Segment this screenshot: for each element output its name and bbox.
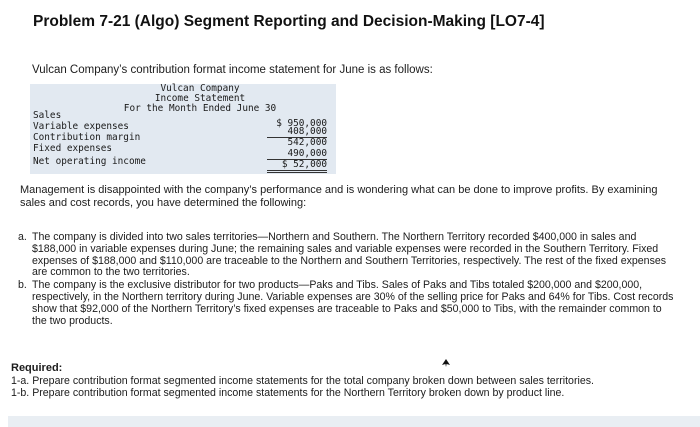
statement-row-contribution-margin bbox=[33, 132, 333, 148]
required-item-1b: 1-b. Prepare contribution format segmented income statements for the Northern Territory broken down by product line. bbox=[11, 387, 565, 399]
item-marker: a. bbox=[18, 231, 27, 243]
intro-text: Vulcan Company’s contribution format income statement for June is as follows: bbox=[32, 64, 433, 76]
income-statement bbox=[30, 84, 336, 174]
row-amount: 408,000 bbox=[267, 126, 327, 138]
row-label: Variable expenses bbox=[33, 121, 129, 132]
mouse-cursor-icon bbox=[442, 359, 450, 367]
row-label: Sales bbox=[33, 110, 62, 121]
statement-period: For the Month Ended June 30 bbox=[123, 103, 277, 114]
row-label: Contribution margin bbox=[33, 132, 141, 143]
required-list bbox=[11, 375, 671, 399]
statement-row-fixed-expenses bbox=[33, 143, 333, 159]
management-paragraph: Management is disappointed with the company’s performance and is wondering what can be done to improve profits. By examining sales and cost records, you have determined the following: bbox=[20, 184, 658, 209]
item-text: The company is the exclusive distributor for two products—Paks and Tibs. Sales of Paks and Tibs totaled $200,000 and $200,000, respectively, in the Northern territory during June. Variable expenses are 30% of the selling price for Paks and 64% for Tibs. Cost records show that $92,000 of the Northern Territory’s fixed expenses are traceable to Paks and $50,000 to Tibs, with the remainder common to the two products. bbox=[32, 279, 674, 327]
row-amount: $ 950,000 bbox=[276, 118, 327, 129]
problem-title: Problem 7-21 (Algo) Segment Reporting and Decision-Making [LO7-4] bbox=[33, 13, 545, 30]
required-item-1a: 1-a. Prepare contribution format segmented income statements for the total company broken down between sales territories. bbox=[11, 375, 594, 387]
row-amount: $ 52,000 bbox=[267, 159, 327, 173]
statement-row-net-operating-income bbox=[33, 156, 333, 170]
statement-name: Income Statement bbox=[154, 93, 246, 104]
required-heading: Required: bbox=[11, 362, 63, 374]
row-label: Fixed expenses bbox=[33, 143, 113, 154]
item-text: The company is divided into two sales territories—Northern and Southern. The Northern Territory recorded $400,000 in sales and $188,000 in variable expenses during June; the remaining sales and variable expenses were recorded in the Southern Territory. Fixed expenses of $188,000 and $110,000 are traceable to the Northern and Southern Territories, respectively. The rest of the fixed expenses are common to the two territories. bbox=[32, 231, 667, 279]
answer-area-strip bbox=[8, 416, 700, 427]
row-amount: 490,000 bbox=[267, 148, 327, 160]
item-marker: b. bbox=[18, 279, 27, 292]
statement-row-variable-expenses bbox=[33, 121, 333, 137]
row-amount: 542,000 bbox=[287, 137, 327, 148]
list-item bbox=[18, 232, 678, 279]
statement-company: Vulcan Company bbox=[160, 83, 240, 94]
row-label: Net operating income bbox=[33, 156, 146, 167]
findings-list bbox=[18, 232, 678, 328]
list-item bbox=[18, 280, 678, 327]
